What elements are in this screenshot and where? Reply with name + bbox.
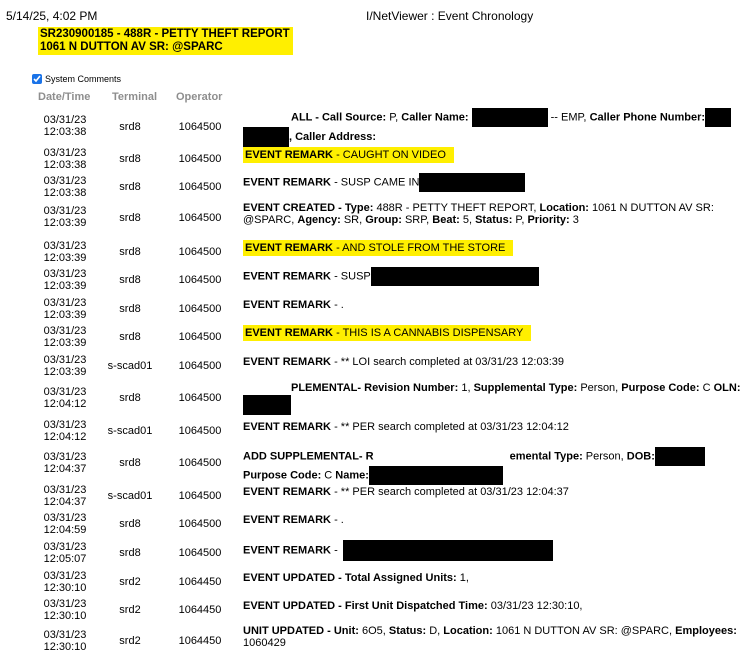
row-operator: 1064450 [178,635,222,647]
entry-value: - SUSP [331,270,371,283]
row-entry [243,327,748,339]
entry-value: 5, [459,214,476,226]
row-datetime [30,147,100,171]
entry-value: 1061 N DUTTON AV SR: @SPARC, [492,625,676,637]
row-date: 03/31/23 [43,354,87,366]
entry-label: ADD SUPPLEMENTAL- R [243,450,374,463]
row-operator: 1064500 [178,153,222,165]
row-time: 12:03:39 [43,217,87,229]
row-terminal: srd8 [119,331,141,343]
row-time: 12:03:39 [43,309,87,321]
row-operator: 1064500 [178,457,222,469]
row-time: 12:03:39 [43,280,87,292]
redaction-block [705,108,731,127]
entry-label: UNIT UPDATED - Unit: [243,625,359,637]
entry-label: Status: [475,214,513,226]
table-row [0,419,753,445]
row-date: 03/31/23 [43,240,87,252]
entry-value: -- EMP, [547,111,590,124]
row-datetime [30,629,100,653]
row-operator: 1064450 [178,576,222,588]
row-terminal: srd8 [119,547,141,559]
entry-label: Purpose Code: [243,469,322,482]
row-date: 03/31/23 [43,268,87,280]
row-terminal: srd8 [119,392,141,404]
table-row [0,512,753,538]
row-entry [243,600,748,612]
row-operator: 1064500 [178,490,222,502]
entry-label: Supplemental Type: [473,382,578,394]
row-terminal: s-scad01 [107,360,153,372]
row-entry [243,202,748,226]
entry-value: @SPARC, [243,214,298,226]
table-row [0,175,753,201]
row-date: 03/31/23 [43,541,87,553]
row-time: 12:05:07 [43,553,87,565]
event-header-line2: 1061 N DUTTON AV SR: @SPARC [40,41,223,53]
entry-label: , Caller Address: [289,130,377,143]
row-time: 12:04:37 [43,463,87,475]
entry-value: 1060429 [243,637,286,649]
row-time: 12:03:38 [43,126,87,138]
row-time: 12:04:59 [43,524,87,536]
row-entry [243,421,748,433]
entry-label: EVENT REMARK [243,270,332,283]
row-time: 12:03:38 [43,159,87,171]
row-date: 03/31/23 [43,175,87,187]
entry-label: Beat: [432,214,460,226]
entry-value: 1, [456,572,469,584]
table-row [0,354,753,380]
entry-label: Group: [365,214,402,226]
system-comments-label: System Comments [45,74,122,84]
row-datetime [30,451,100,475]
entry-label: OLN: [713,382,741,394]
table-row [0,147,753,173]
entry-value: 3 [569,214,579,226]
table-row [0,240,753,266]
row-datetime [30,419,100,443]
entry-label: PLEMENTAL- Revision Number: [291,382,459,394]
entry-value: - . [331,299,344,311]
entry-label: EVENT REMARK [245,242,334,254]
row-date: 03/31/23 [43,325,87,337]
entry-value: C [699,382,714,394]
row-time: 12:30:10 [43,641,87,653]
entry-label: ALL - Call Source: [291,111,387,124]
redaction-block [472,108,548,127]
row-date: 03/31/23 [43,629,87,641]
entry-label: Location: [443,625,493,637]
entry-label: EVENT REMARK [245,327,334,339]
column-header-operator: Operator [176,91,223,103]
highlighted-remark [243,325,531,341]
row-date: 03/31/23 [43,570,87,582]
entry-label: EVENT REMARK [243,486,332,498]
entry-label: Status: [388,625,427,637]
row-datetime [30,541,100,565]
entry-label: Location: [539,202,589,214]
row-entry [243,514,748,526]
table-row [0,268,753,294]
row-entry [243,267,748,286]
row-datetime [30,598,100,622]
row-date: 03/31/23 [43,484,87,496]
table-row [0,111,753,148]
entry-value: D, [426,625,444,637]
row-operator: 1064500 [178,274,222,286]
entry-label: Caller Name: [401,111,469,124]
column-header-datetime: Date/Time [38,91,91,103]
entry-value: - THIS IS A CANNABIS DISPENSARY [333,327,524,339]
row-entry [243,625,748,649]
row-datetime [30,297,100,321]
system-comments-toggle[interactable] [32,74,121,84]
row-date: 03/31/23 [43,512,87,524]
entry-value: 03/31/23 12:30:10, [487,600,583,612]
row-terminal: srd8 [119,457,141,469]
row-entry [243,486,748,498]
row-time: 12:03:39 [43,337,87,349]
redaction-block [371,267,539,286]
row-datetime [30,268,100,292]
column-header-terminal: Terminal [112,91,158,103]
row-time: 12:03:38 [43,187,87,199]
entry-label: EVENT UPDATED - First Unit Dispatched Time: [243,600,488,612]
redaction-block [243,395,291,415]
entry-value: C [321,469,336,482]
entry-value: - CAUGHT ON VIDEO [333,149,446,161]
redaction-block [343,540,553,561]
redaction-block [655,447,705,466]
row-datetime [30,175,100,199]
row-entry [243,149,748,161]
row-terminal: srd8 [119,518,141,530]
row-terminal: srd8 [119,212,141,224]
event-header-line1: SR230900185 - 488R - PETTY THEFT REPORT [40,28,290,40]
row-operator: 1064500 [178,547,222,559]
row-datetime [30,205,100,229]
entry-value: - SUSP CAME IN [331,176,420,189]
redaction-block [243,127,289,147]
row-datetime [30,512,100,536]
row-operator: 1064500 [178,246,222,258]
entry-value: Person, [577,382,622,394]
row-date: 03/31/23 [43,147,87,159]
table-row [0,202,753,235]
entry-value: P, [386,111,402,124]
row-time: 12:03:39 [43,252,87,264]
row-entry [243,299,748,311]
entry-value: - ** PER search completed at 03/31/23 12:04:37 [331,486,569,498]
row-terminal: srd8 [119,303,141,315]
print-title: I/NetViewer : Event Chronology [366,9,534,23]
entry-label: DOB: [626,450,655,463]
row-operator: 1064500 [178,392,222,404]
entry-value: 6O5, [358,625,389,637]
row-operator: 1064500 [178,303,222,315]
row-datetime [30,386,100,410]
row-operator: 1064500 [178,425,222,437]
row-operator: 1064500 [178,518,222,530]
row-time: 12:04:12 [43,431,87,443]
entry-value: - [331,544,338,557]
row-time: 12:04:12 [43,398,87,410]
row-entry [243,108,748,147]
entry-value: Person, [582,450,627,463]
entry-label: emental Type: [509,450,583,463]
row-time: 12:30:10 [43,610,87,622]
entry-value: - . [331,514,344,526]
entry-value: P, [512,214,528,226]
event-header [38,27,293,55]
row-date: 03/31/23 [43,114,87,126]
table-row [0,484,753,510]
row-operator: 1064500 [178,181,222,193]
row-terminal: srd8 [119,274,141,286]
entry-value: 1, [458,382,474,394]
row-date: 03/31/23 [43,419,87,431]
entry-label: EVENT UPDATED - Total Assigned Units: [243,572,457,584]
row-datetime [30,240,100,264]
row-datetime [30,484,100,508]
entry-label: EVENT REMARK [243,299,332,311]
row-terminal: srd2 [119,576,141,588]
row-entry [243,447,748,485]
table-row [0,625,753,657]
highlighted-remark [243,147,454,163]
row-terminal: srd2 [119,635,141,647]
row-terminal: srd8 [119,246,141,258]
entry-label: Priority: [527,214,570,226]
row-terminal: srd8 [119,181,141,193]
entry-value: 488R - PETTY THEFT REPORT, [373,202,540,214]
row-entry [243,173,748,192]
row-terminal: s-scad01 [107,490,153,502]
row-datetime [30,325,100,349]
row-operator: 1064450 [178,604,222,616]
entry-label: Caller Phone Number: [589,111,706,124]
redaction-block [419,173,525,192]
entry-value: SR, [340,214,366,226]
entry-label: EVENT CREATED - Type: [243,202,374,214]
row-terminal: s-scad01 [107,425,153,437]
entry-label: Purpose Code: [621,382,700,394]
row-operator: 1064500 [178,121,222,133]
row-date: 03/31/23 [43,205,87,217]
row-datetime [30,114,100,138]
row-operator: 1064500 [178,331,222,343]
table-row [0,598,753,624]
row-entry [243,540,748,561]
row-terminal: srd8 [119,121,141,133]
row-datetime [30,354,100,378]
row-datetime [30,570,100,594]
entry-label: EVENT REMARK [243,176,332,189]
entry-value: - ** PER search completed at 03/31/23 12:04:12 [331,421,569,433]
print-date: 5/14/25, 4:02 PM [6,9,98,23]
entry-label: EVENT REMARK [243,356,332,368]
row-entry [243,382,748,415]
row-time: 12:30:10 [43,582,87,594]
table-row [0,297,753,323]
row-date: 03/31/23 [43,386,87,398]
row-date: 03/31/23 [43,598,87,610]
table-row [0,541,753,567]
row-terminal: srd2 [119,604,141,616]
row-entry [243,242,748,254]
table-row [0,325,753,351]
entry-label: Employees: [675,625,737,637]
row-operator: 1064500 [178,360,222,372]
table-row [0,570,753,596]
entry-value: - ** LOI search completed at 03/31/23 12:03:39 [331,356,564,368]
entry-label: EVENT REMARK [243,421,332,433]
entry-label: Agency: [297,214,341,226]
entry-value: SRP, [401,214,433,226]
entry-label: Name: [335,469,369,482]
highlighted-remark [243,240,513,256]
row-date: 03/31/23 [43,297,87,309]
row-operator: 1064500 [178,212,222,224]
row-time: 12:03:39 [43,366,87,378]
table-row [0,382,753,418]
entry-label: EVENT REMARK [243,514,332,526]
redaction-block [369,466,503,485]
entry-value: 1061 N DUTTON AV SR: [588,202,714,214]
table-row [0,451,753,483]
system-comments-checkbox[interactable] [32,74,42,84]
entry-value: - AND STOLE FROM THE STORE [333,242,506,254]
row-date: 03/31/23 [43,451,87,463]
row-entry [243,572,748,584]
entry-label: EVENT REMARK [243,544,332,557]
row-entry [243,356,748,368]
row-terminal: srd8 [119,153,141,165]
row-time: 12:04:37 [43,496,87,508]
entry-label: EVENT REMARK [245,149,334,161]
